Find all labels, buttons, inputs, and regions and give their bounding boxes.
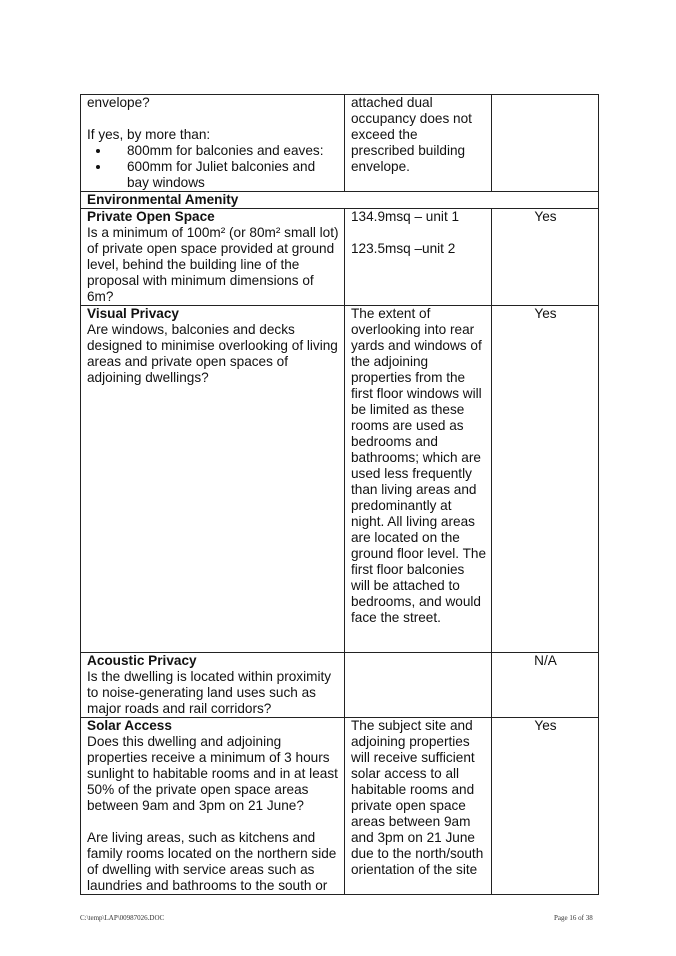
footer-file-path: C:\temp\LAP\00987026.DOC	[80, 914, 165, 922]
response-cell: The subject site and adjoining properties will receive sufficient solar access to all habitable rooms and private open space areas between 9am and 3pm on 21 June due to the north/south orientation of the site	[345, 718, 492, 895]
question-cell	[81, 306, 345, 653]
response-line: 123.5msq –unit 2	[351, 241, 456, 256]
response-line: 134.9msq – unit 1	[351, 209, 460, 224]
compliance-cell: Yes	[492, 209, 599, 306]
table-row	[81, 306, 599, 653]
compliance-cell: Yes	[492, 718, 599, 895]
response-line: attached dual	[351, 95, 433, 110]
response-line: envelope.	[351, 159, 410, 174]
response-line: prescribed building	[351, 143, 466, 158]
question-cell	[81, 653, 345, 718]
table-row	[81, 209, 599, 306]
list-item: • 800mm for balconies and eaves:	[111, 143, 339, 159]
row-heading: Solar Access	[87, 718, 172, 733]
list-item: • 600mm for Juliet balconies and bay windows	[111, 159, 339, 191]
question-text: Is the dwelling is located within proximity to noise-generating land uses such as major roads and rail corridors?	[87, 669, 332, 716]
response-cell	[345, 95, 492, 192]
assessment-table	[80, 94, 599, 895]
question-text: Are windows, balconies and decks designed to minimise overlooking of living areas and private open spaces of adjoining dwellings?	[87, 322, 338, 385]
response-cell: The extent of overlooking into rear yards and windows of the adjoining properties from the first floor windows will be limited as these rooms are used as bedrooms and bathrooms; which are used less frequently than living areas and predominantly at night. All living areas are located on the ground floor level. The first floor balconies will be attached to bedrooms, and would face the street.	[345, 306, 492, 653]
section-heading: Environmental Amenity	[81, 192, 599, 209]
question-cell	[81, 718, 345, 895]
row-heading: Private Open Space	[87, 209, 215, 224]
response-line: exceed the	[351, 127, 418, 142]
question-cell	[81, 209, 345, 306]
section-row	[81, 192, 599, 209]
compliance-cell: Yes	[492, 306, 599, 653]
compliance-cell	[492, 95, 599, 192]
question-cell	[81, 95, 345, 192]
question-text: envelope?	[87, 95, 150, 110]
response-line: occupancy does not	[351, 111, 472, 126]
table-row	[81, 653, 599, 718]
table-row	[81, 718, 599, 895]
response-cell	[345, 653, 492, 718]
question-text: Does this dwelling and adjoining properties receive a minimum of 3 hours sunlight to habitable rooms and in at least 50% of the private open space areas between 9am and 3pm on 21 June?	[87, 734, 338, 813]
footer-page-number: Page 16 of 38	[554, 914, 593, 922]
row-heading: Visual Privacy	[87, 306, 179, 321]
question-text: Are living areas, such as kitchens and family rooms located on the northern side of dwelling with service areas such as laundries and bathrooms to the south or	[87, 830, 337, 893]
bullet-list	[87, 143, 339, 191]
compliance-cell: N/A	[492, 653, 599, 718]
response-cell	[345, 209, 492, 306]
row-heading: Acoustic Privacy	[87, 653, 197, 668]
question-text: Is a minimum of 100m² (or 80m² small lot) of private open space provided at ground level, behind the building line of the proposal with minimum dimensions of 6m?	[87, 225, 339, 304]
question-text: If yes, by more than:	[87, 127, 211, 142]
table-row	[81, 95, 599, 192]
